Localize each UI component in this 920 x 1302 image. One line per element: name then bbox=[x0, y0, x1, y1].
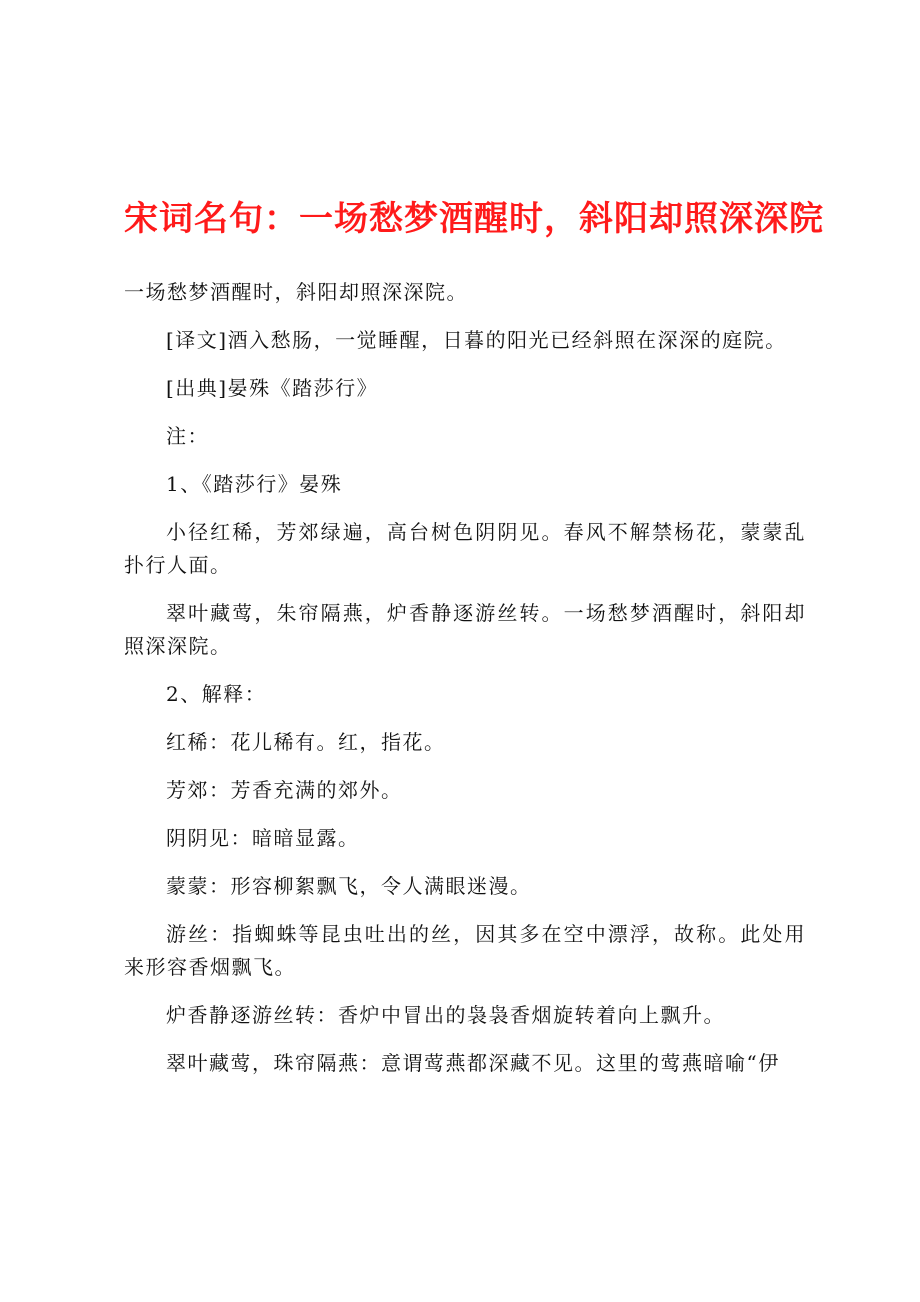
paragraph-explanation-heading: 2、解释： bbox=[166, 682, 267, 706]
paragraph-notes-heading: 注： bbox=[166, 424, 209, 448]
paragraph-gloss-mengmeng: 蒙蒙：形容柳絮飘飞，令人满眼迷漫。 bbox=[166, 874, 532, 898]
paragraph-poem-heading: 1、《踏莎行》晏殊 bbox=[166, 472, 343, 496]
paragraph-gloss-luxiang: 炉香静逐游丝转：香炉中冒出的袅袅香烟旋转着向上飘升。 bbox=[166, 1003, 725, 1027]
document-body bbox=[124, 276, 806, 1080]
paragraph-translation: [译文]酒入愁肠，一觉睡醒，日暮的阳光已经斜照在深深的庭院。 bbox=[166, 328, 787, 352]
paragraph-gloss-cuiye: 翠叶藏莺，珠帘隔燕：意谓莺燕都深藏不见。这里的莺燕暗喻“伊 bbox=[166, 1051, 780, 1075]
paragraph-poem-stanza-2: 翠叶藏莺，朱帘隔燕，炉香静逐游丝转。一场愁梦酒醒时，斜阳却照深深院。 bbox=[124, 601, 806, 658]
paragraph-gloss-yousi: 游丝：指蜘蛛等昆虫吐出的丝，因其多在空中漂浮，故称。此处用来形容香烟飘飞。 bbox=[124, 922, 806, 979]
paragraph-gloss-fangjiao: 芳郊：芳香充满的郊外。 bbox=[166, 778, 403, 802]
paragraph-gloss-yinyinxian: 阴阴见：暗暗显露。 bbox=[166, 826, 360, 850]
paragraph-source: [出典]晏殊《踏莎行》 bbox=[166, 376, 379, 400]
paragraph-opening-line: 一场愁梦酒醒时，斜阳却照深深院。 bbox=[124, 280, 468, 304]
paragraph-poem-stanza-1: 小径红稀，芳郊绿遍，高台树色阴阴见。春风不解禁杨花，蒙蒙乱扑行人面。 bbox=[124, 520, 806, 577]
document-title: 宋词名句：一场愁梦酒醒时，斜阳却照深深院 bbox=[124, 199, 824, 239]
paragraph-gloss-hongxi: 红稀：花儿稀有。红，指花。 bbox=[166, 730, 446, 754]
